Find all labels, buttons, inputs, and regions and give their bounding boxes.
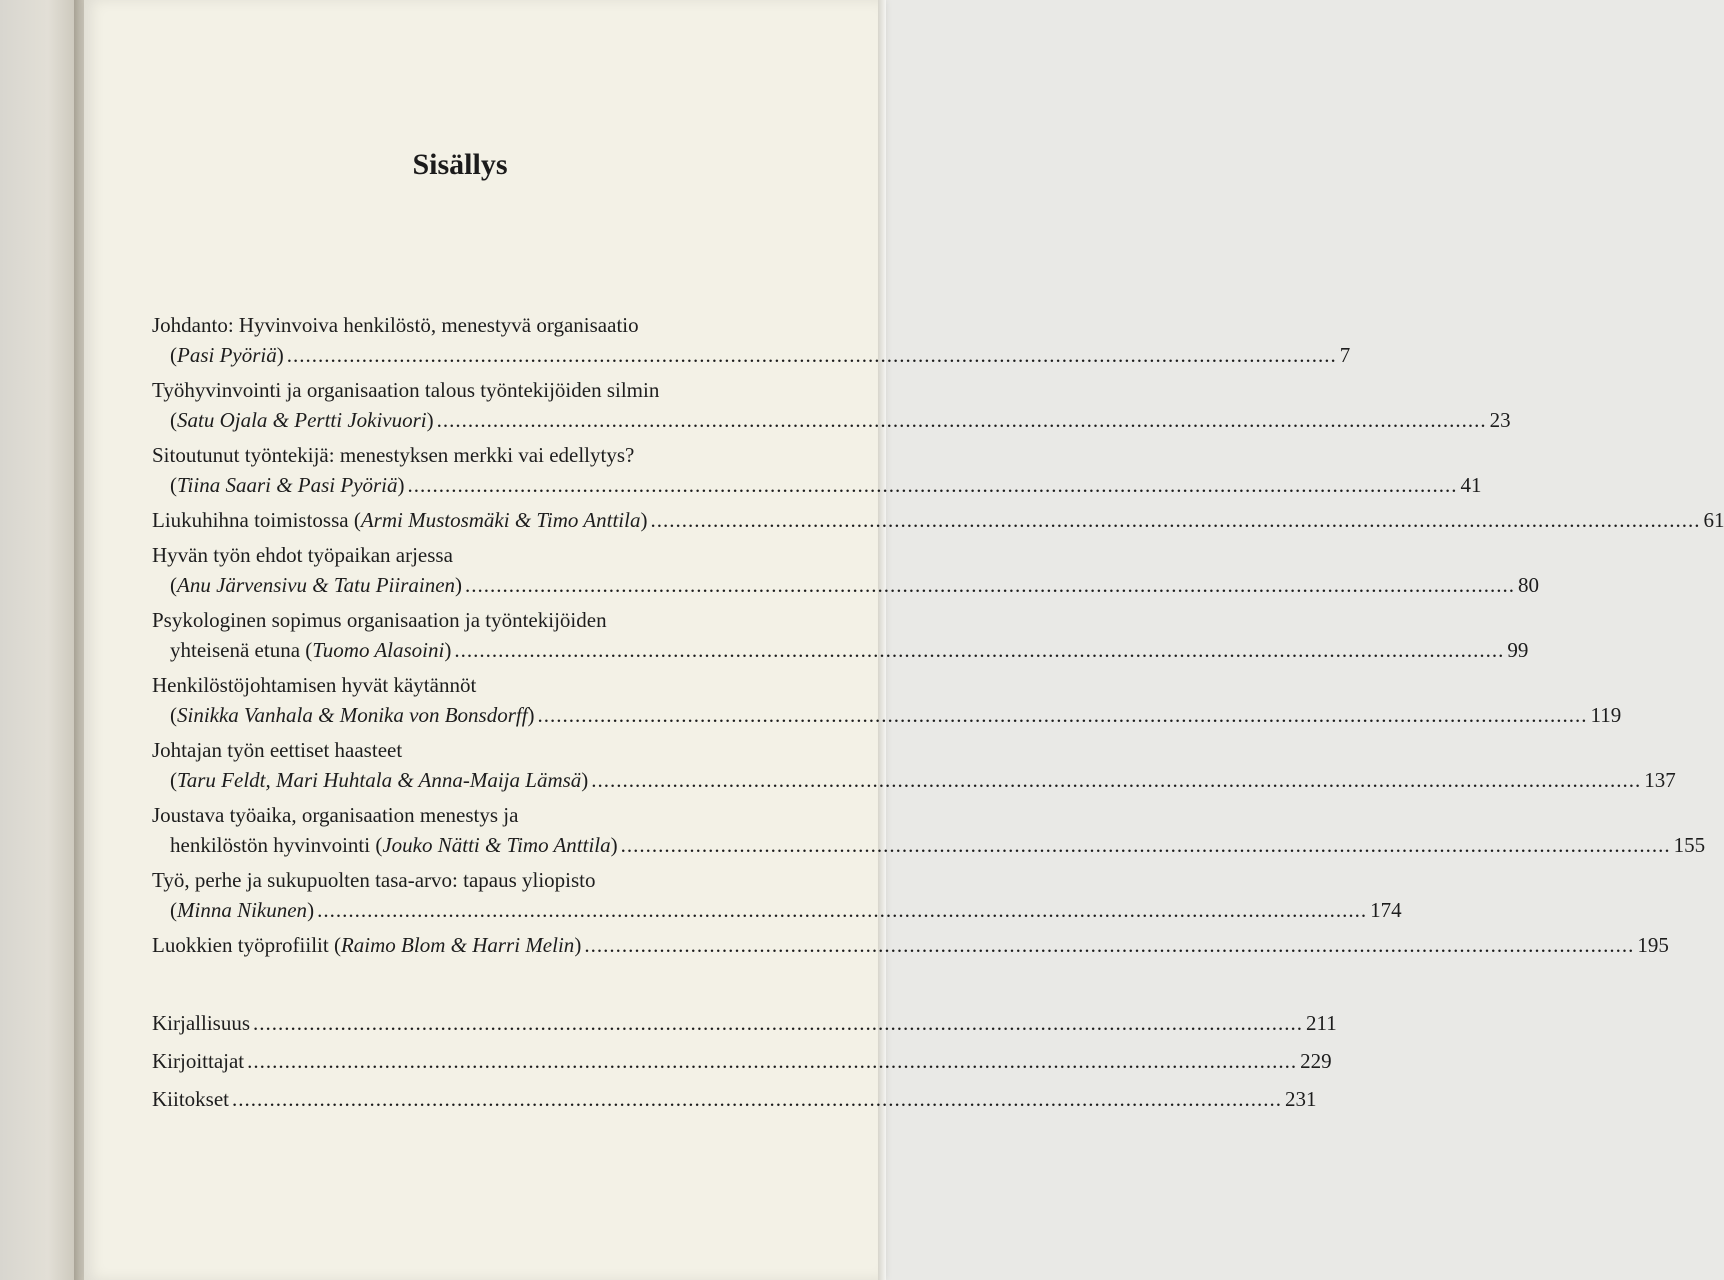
dot-leader [232, 1087, 1282, 1111]
entry-page-number: 119 [1590, 703, 1622, 727]
entry-title-continued: yhteisenä etuna [170, 638, 301, 662]
entry-title: Liukuhihna toimistossa [152, 508, 349, 532]
entry-page-number: 137 [1644, 768, 1676, 792]
entry-page-number: 229 [1300, 1049, 1332, 1073]
toc-entry: Henkilöstöjohtamisen hyvät käytännöt (Sinikka Vanhala & Monika von Bonsdorff) ..... 119 [152, 670, 792, 730]
back-matter-entry [152, 1042, 1332, 1080]
entry-page-number: 155 [1673, 833, 1706, 857]
left-page-edge [0, 0, 80, 1280]
page-title: Sisällys [412, 148, 508, 181]
entry-title: Johtajan työn eettiset haasteet [152, 738, 403, 762]
entry-author: Minna Nikunen [177, 898, 308, 922]
entry-title: Työhyvinvointi ja organisaation talous työntekijöiden silmin [152, 378, 660, 402]
entry-title: Kirjoittajat [152, 1049, 245, 1073]
back-matter-entry [152, 1004, 1337, 1042]
entry-page-number: 195 [1637, 933, 1669, 957]
entry-title: Sitoutunut työntekijä: menestyksen merkki vai edellytys? [152, 443, 635, 467]
toc-entry: Työ, perhe ja sukupuolten tasa-arvo: tapaus yliopisto (Minna Nikunen) ..... 174 [152, 865, 792, 925]
table-of-contents [152, 310, 1724, 1118]
entry-title-continued: henkilöstön hyvinvointi [170, 833, 371, 857]
dot-leader [538, 700, 1588, 730]
dot-leader [247, 1049, 1297, 1073]
entry-page-number: 41 [1460, 473, 1482, 497]
entry-title: Työ, perhe ja sukupuolten tasa-arvo: tapaus yliopisto [152, 868, 596, 892]
dot-leader [650, 505, 1700, 535]
dot-leader [621, 830, 1671, 860]
entry-author: Sinikka Vanhala & Monika von Bonsdorff [177, 703, 528, 727]
entry-author: Taru Feldt, Mari Huhtala & Anna-Maija Lämsä [177, 768, 582, 792]
entry-title: Kiitokset [152, 1087, 229, 1111]
toc-entry: Hyvän työn ehdot työpaikan arjessa (Anu Järvensivu & Tatu Piirainen) ..... 80 [152, 540, 792, 600]
entry-author: Tiina Saari & Pasi Pyöriä [177, 473, 398, 497]
entry-page-number: 23 [1489, 408, 1511, 432]
entry-page-number: 80 [1518, 573, 1540, 597]
entry-title: Kirjallisuus [152, 1011, 250, 1035]
dot-leader [287, 340, 1337, 370]
toc-entry: Psykologinen sopimus organisaation ja työntekijöiden yhteisenä etuna (Tuomo Alasoini) ..... 99 [152, 605, 792, 665]
entry-page-number: 99 [1507, 638, 1529, 662]
toc-entry: Johdanto: Hyvinvoiva henkilöstö, menestyvä organisaatio (Pasi Pyöriä) ..... 7 [152, 310, 792, 370]
dot-leader [253, 1011, 1303, 1035]
entry-page-number: 7 [1339, 343, 1351, 367]
entry-title: Joustava työaika, organisaation menestys ja [152, 803, 519, 827]
dot-leader [408, 470, 1458, 500]
entry-page-number: 211 [1306, 1011, 1337, 1035]
entry-author: Satu Ojala & Pertti Jokivuori [177, 408, 427, 432]
entry-page-number: 231 [1285, 1087, 1317, 1111]
entry-author: Anu Järvensivu & Tatu Piirainen [177, 573, 456, 597]
back-matter-entry [152, 1080, 1317, 1118]
toc-entry: Luokkien työprofiilit (Raimo Blom & Harri Melin) ..... 195 [152, 930, 792, 960]
dot-leader [317, 895, 1367, 925]
dot-leader [437, 405, 1487, 435]
dot-leader [465, 570, 1515, 600]
toc-entry: Työhyvinvointi ja organisaation talous työntekijöiden silmin (Satu Ojala & Pertti Jokivuori) ..... 23 [152, 375, 792, 435]
back-matter [152, 1004, 1337, 1118]
entry-author: Pasi Pyöriä [177, 343, 277, 367]
dot-leader [584, 930, 1634, 960]
entry-author: Raimo Blom & Harri Melin [340, 933, 575, 957]
entry-title: Henkilöstöjohtamisen hyvät käytännöt [152, 673, 477, 697]
toc-entry: Joustava työaika, organisaation menestys ja henkilöstön hyvinvointi (Jouko Nätti & Timo Anttila) ..... 155 [152, 800, 792, 860]
entry-title: Luokkien työprofiilit [152, 933, 329, 957]
dot-leader [591, 765, 1641, 795]
entry-author: Tuomo Alasoini [312, 638, 445, 662]
entry-author: Jouko Nätti & Timo Anttila [382, 833, 611, 857]
toc-entry: Liukuhihna toimistossa (Armi Mustosmäki & Timo Anttila) ..... 61 [152, 505, 792, 535]
entry-title: Psykologinen sopimus organisaation ja työntekijöiden [152, 608, 607, 632]
toc-entry: Sitoutunut työntekijä: menestyksen merkki vai edellytys? (Tiina Saari & Pasi Pyöriä) ..... 41 [152, 440, 792, 500]
entry-title: Hyvän työn ehdot työpaikan arjessa [152, 543, 453, 567]
entry-title: Johdanto: Hyvinvoiva henkilöstö, menestyvä organisaatio [152, 313, 639, 337]
entry-page-number: 61 [1703, 508, 1724, 532]
dot-leader [454, 635, 1504, 665]
entry-author: Armi Mustosmäki & Timo Anttila [360, 508, 641, 532]
entry-page-number: 174 [1370, 898, 1402, 922]
toc-entry: Johtajan työn eettiset haasteet (Taru Feldt, Mari Huhtala & Anna-Maija Lämsä) ..... 137 [152, 735, 792, 795]
